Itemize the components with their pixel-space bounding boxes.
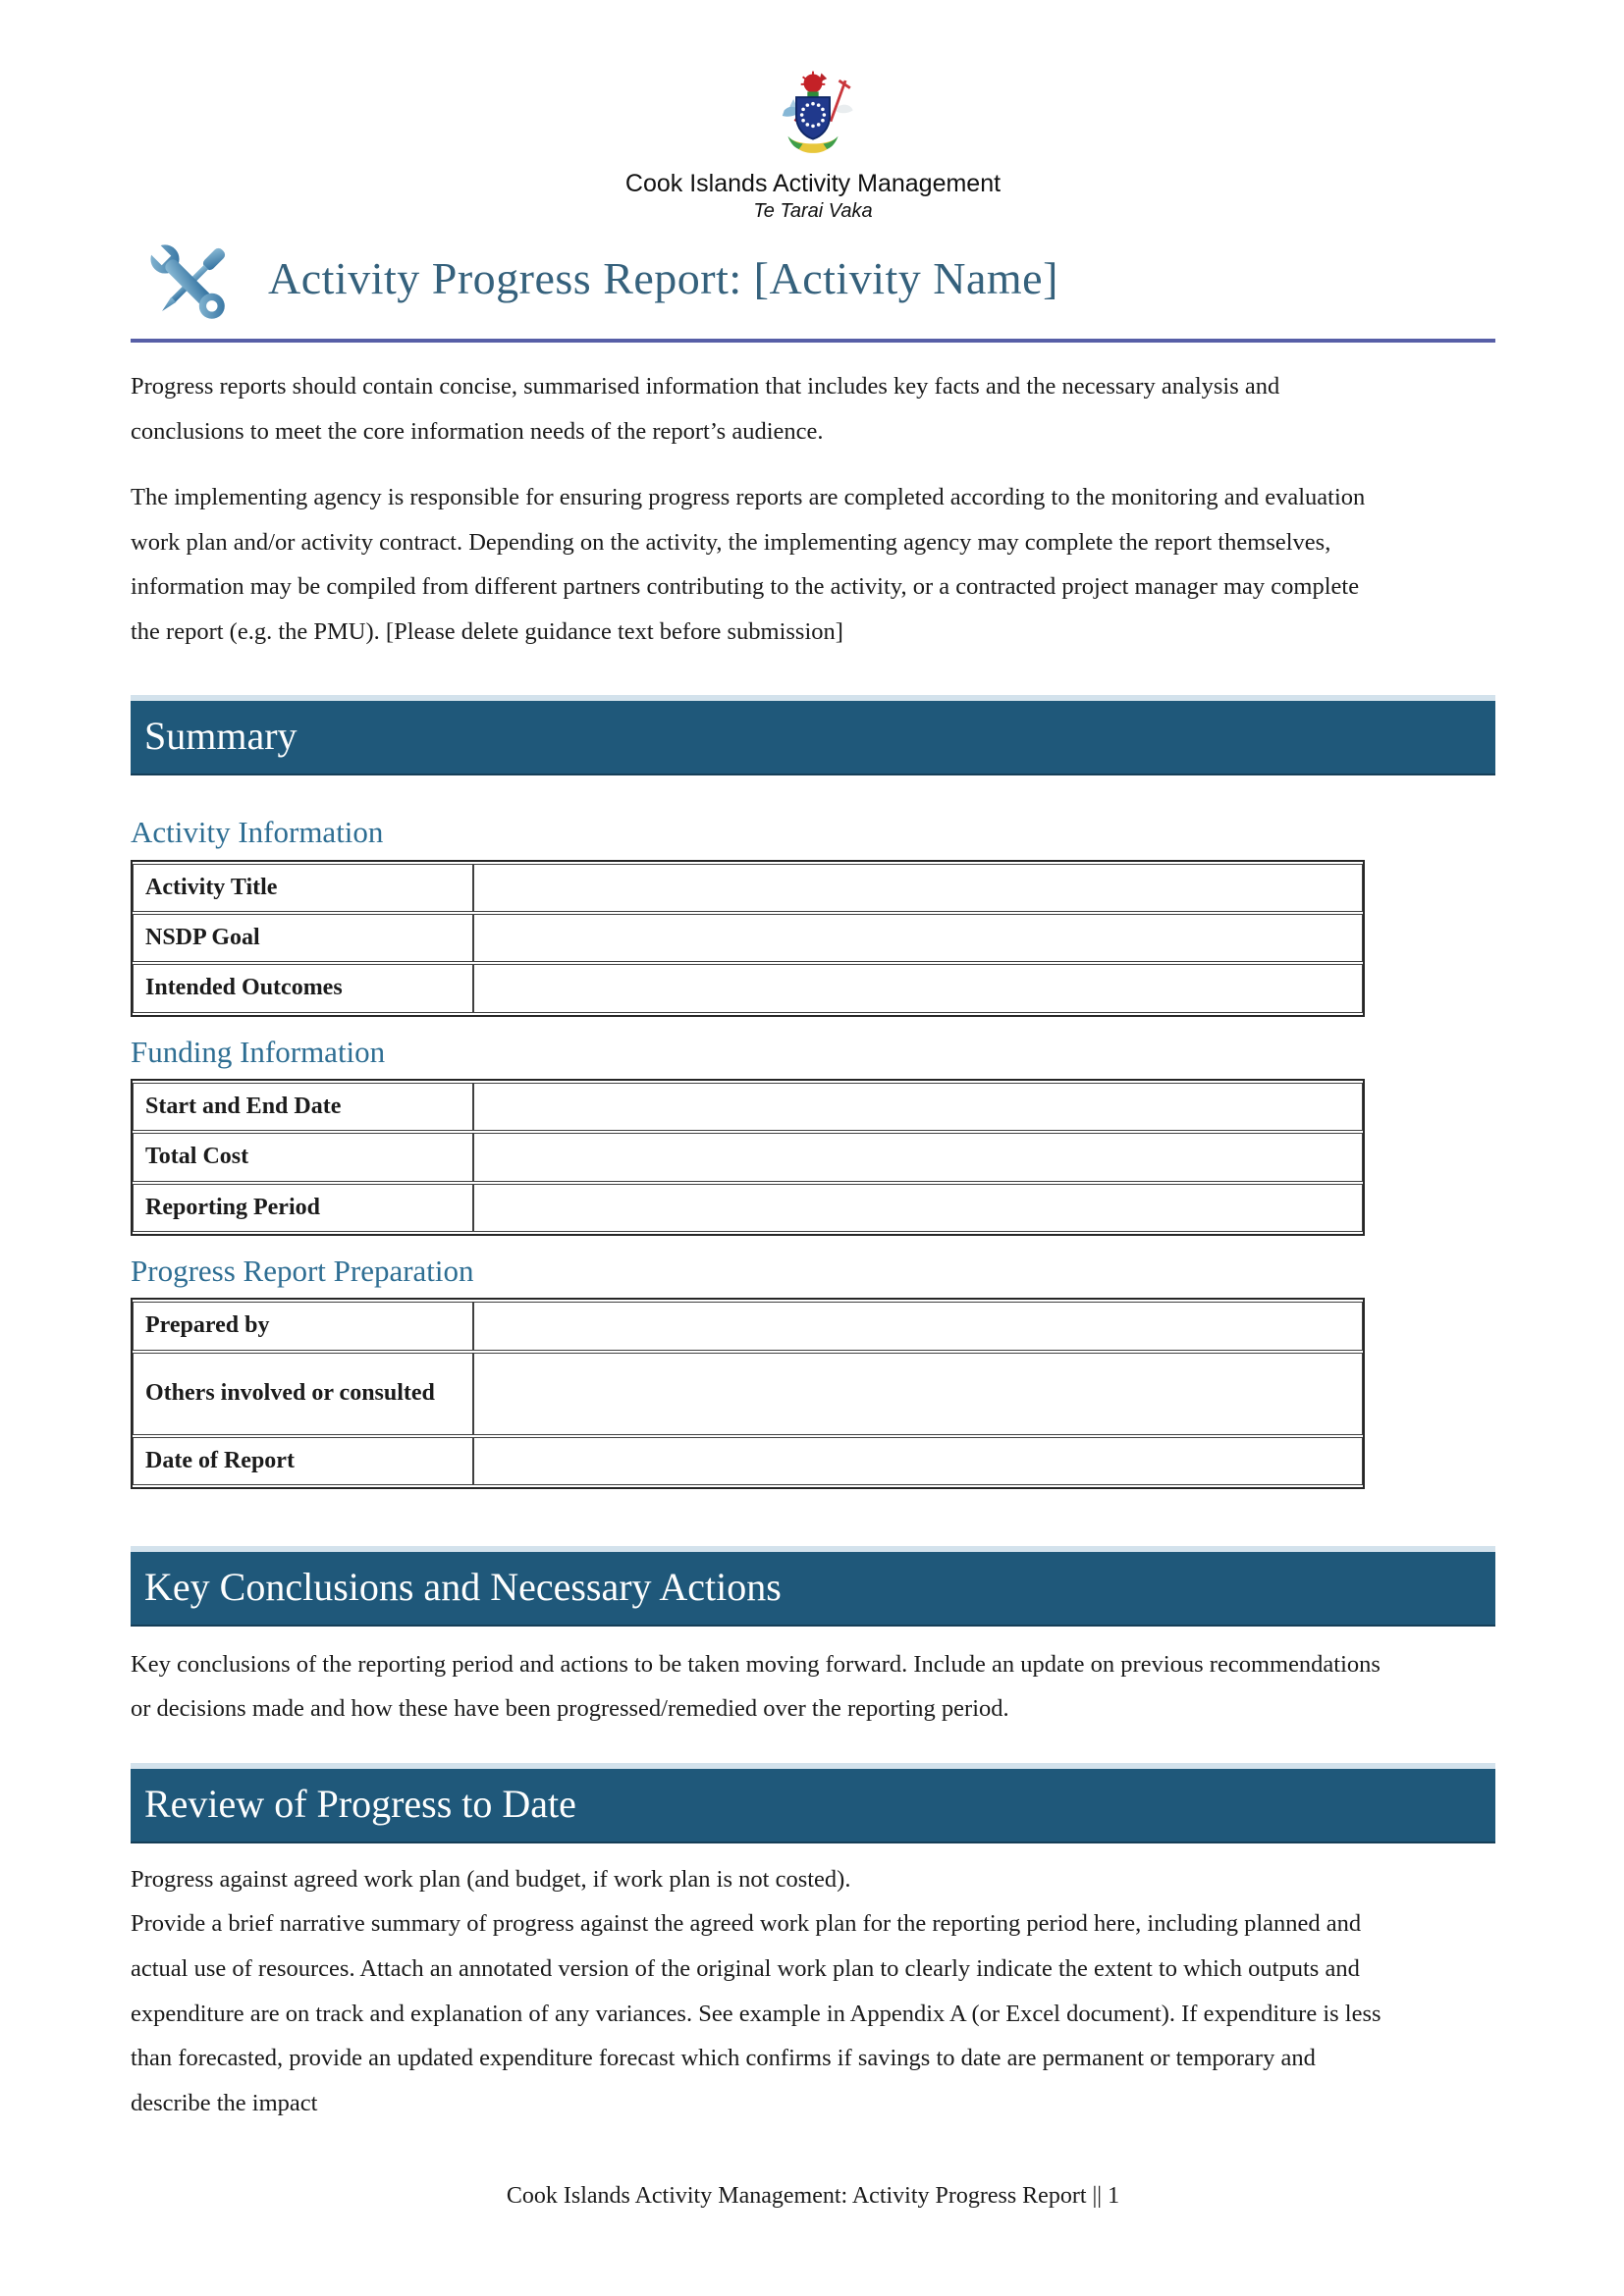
table-row [133,1353,1363,1435]
guidance-paragraph-1: Progress reports should contain concise, summarised information that includes key facts and the necessary analysis and conclusions to meet the core information needs of the report’s audience. [131,373,1280,445]
table-row [133,1184,1363,1232]
row-value-cell[interactable] [473,1184,1363,1232]
table-row [133,864,1363,912]
activity-information-table [131,860,1365,1017]
row-value-cell[interactable] [473,1083,1363,1131]
funding-information-table [131,1079,1365,1236]
guidance-paragraph-2: The implementing agency is responsible for ensuring progress reports are completed according to the monitoring and evaluation work plan and/or activity contract. Depending on the activity, the implementing agency may complete the report themselves, information may be compiled from different partners contributing to the activity, or a contracted project manager may complete the report (e.g. the PMU). [Please delete guidance text before submission] [131,484,1366,645]
row-value-cell[interactable] [473,914,1363,962]
org-header [131,0,1495,223]
table-row [133,1302,1363,1350]
key-conclusions-body: Key conclusions of the reporting period and actions to be taken moving forward. Include an update on previous recommendations or decisions made and how these have been progressed/remedied over the reporting period. [131,1650,1380,1723]
section-banner-review-of-progress: Review of Progress to Date [131,1763,1495,1843]
row-value-cell[interactable] [473,1133,1363,1181]
row-label: Prepared by [133,1302,473,1350]
page-title: Activity Progress Report: [Activity Name] [268,252,1058,303]
row-label: Start and End Date [133,1083,473,1131]
heading-funding-information: Funding Information [131,1034,386,1069]
org-name: Cook Islands Activity Management [624,170,1001,197]
section-banner-key-conclusions: Key Conclusions and Necessary Actions [131,1546,1495,1627]
footer-text: Cook Islands Activity Management: Activity Progress Report || 1 [506,2183,1120,2209]
cook-islands-coat-of-arms-icon [762,67,864,165]
title-row [131,233,1495,343]
crossed-tools-icon [131,233,248,335]
row-value-cell[interactable] [473,964,1363,1012]
row-label: Intended Outcomes [133,964,473,1012]
row-label: Date of Report [133,1437,473,1485]
row-label: Activity Title [133,864,473,912]
review-body-line1: Progress against agreed work plan (and budget, if work plan is not costed). [131,1865,851,1893]
row-label: NSDP Goal [133,914,473,962]
table-row [133,964,1363,1012]
section-banner-summary: Summary [131,695,1495,775]
table-row [133,914,1363,962]
org-tagline: Te Tarai Vaka [753,200,873,222]
table-row [133,1133,1363,1181]
row-value-cell[interactable] [473,1302,1363,1350]
progress-report-preparation-table [131,1298,1365,1488]
row-label: Others involved or consulted [133,1353,473,1435]
heading-progress-report-preparation: Progress Report Preparation [131,1253,474,1288]
row-value-cell[interactable] [473,864,1363,912]
row-value-cell[interactable] [473,1353,1363,1435]
row-label: Reporting Period [133,1184,473,1232]
table-row [133,1083,1363,1131]
heading-activity-information: Activity Information [131,815,384,850]
table-row [133,1437,1363,1485]
row-label: Total Cost [133,1133,473,1181]
row-value-cell[interactable] [473,1437,1363,1485]
review-body: Provide a brief narrative summary of progress against the agreed work plan for the reporting period here, including planned and actual use of resources. Attach an annotated version of the original work plan to clearly indicate the extent to which outputs and expenditure are on track and explanation of any variances. See example in Appendix A (or Excel document). If expenditure is less than forecasted, provide an updated expenditure forecast which confirms if savings to date are permanent or temporary and describe the impact [131,1910,1381,2116]
